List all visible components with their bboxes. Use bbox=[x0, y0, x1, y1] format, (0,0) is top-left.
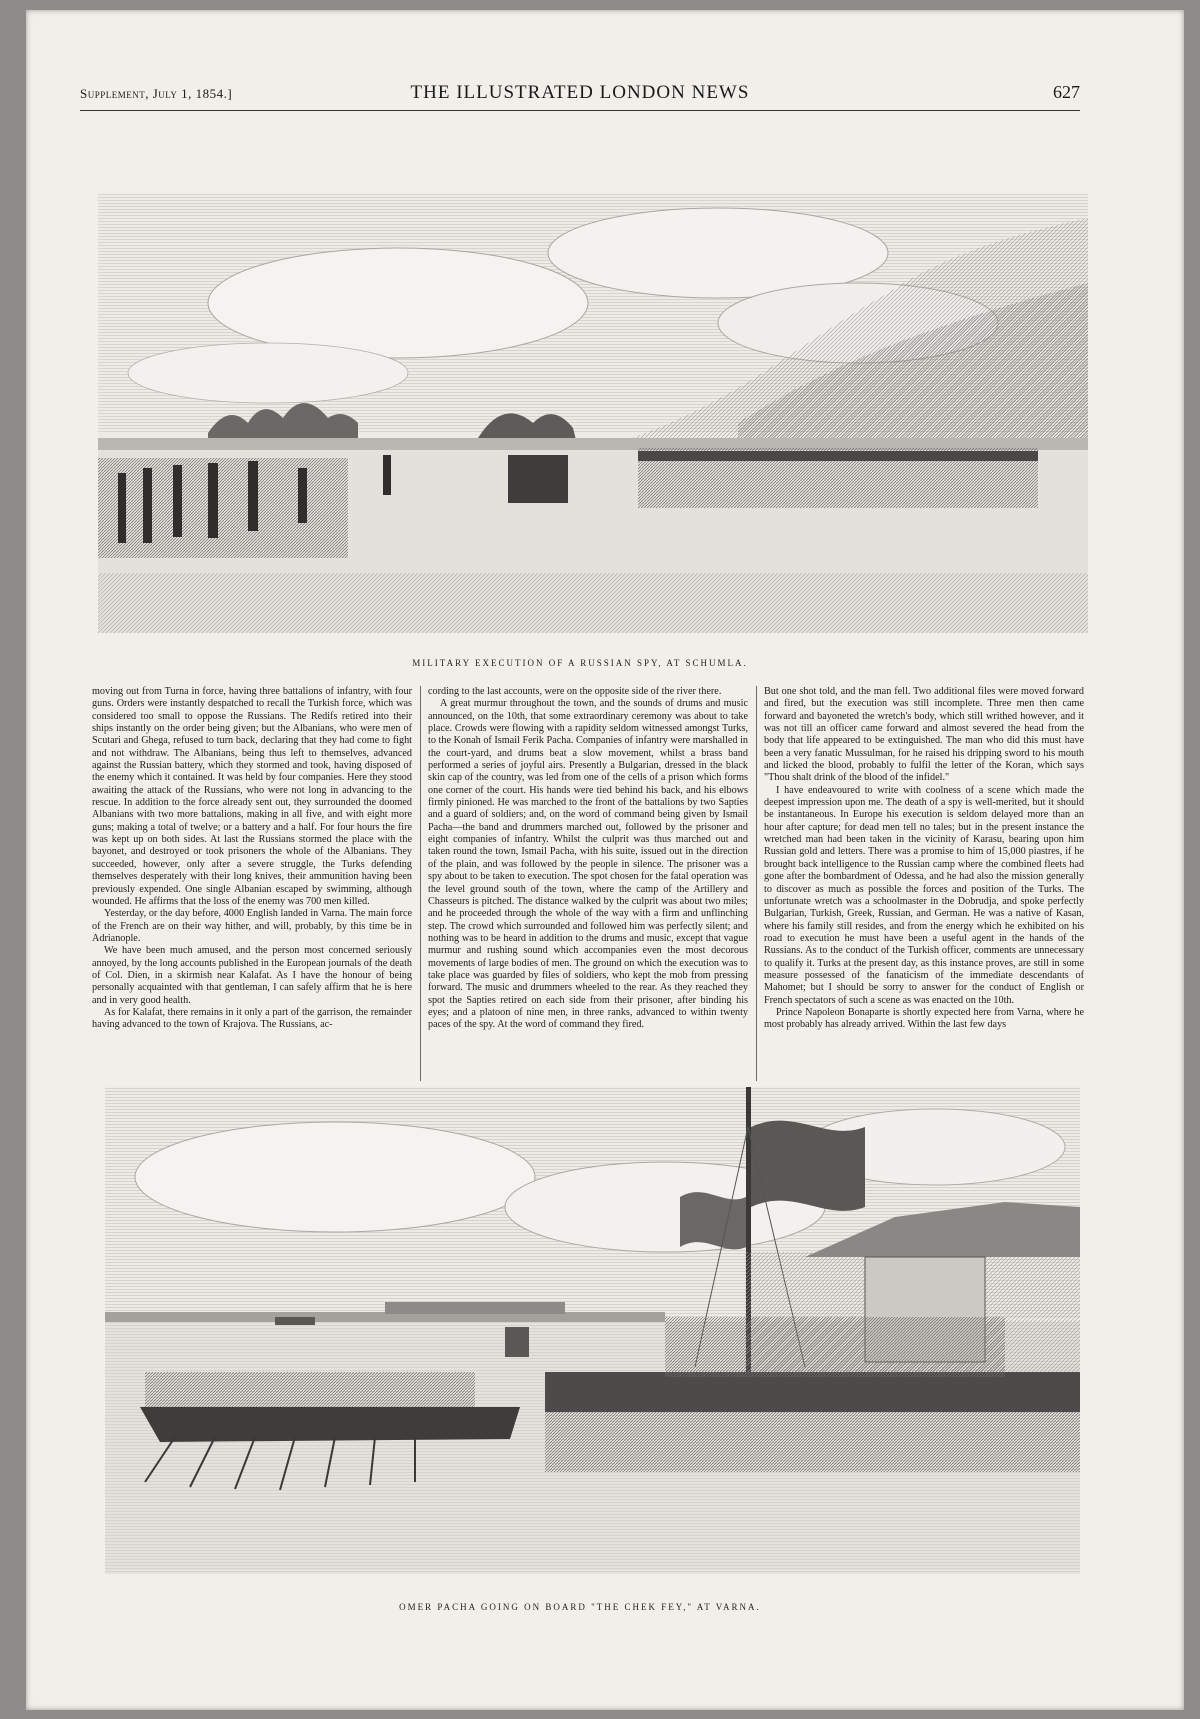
illustration-varna bbox=[105, 1087, 1080, 1574]
paragraph: Prince Napoleon Bonaparte is shortly expected here from Varna, where he most probably has already arrived. Within the last few days bbox=[764, 1006, 1084, 1031]
page-number: 627 bbox=[1053, 82, 1080, 102]
column-rule bbox=[420, 686, 421, 1081]
illustration-execution bbox=[98, 193, 1088, 633]
column-1 bbox=[92, 686, 412, 1081]
column-2 bbox=[428, 686, 748, 1081]
issue-date: Supplement, July 1, 1854.] bbox=[80, 86, 233, 101]
paragraph: But one shot told, and the man fell. Two additional files were moved forward and fired, but the execution was still incomplete. Three men then came forward and bayoneted the wretch's body, which still writhed however, and it was not till an officer came forward and almost severed the head from the body that life appeared to be extinguished. The man who did this must have been a very fanatic Mussulman, for he raised his dripping sword to his mouth and licked the blood, probably to fulfil the letter of the Koran, which says "Thou shalt drink of the blood of the infidel." bbox=[764, 686, 1084, 784]
caption-execution: MILITARY EXECUTION OF A RUSSIAN SPY, AT SCHUMLA. bbox=[412, 658, 748, 668]
paragraph: I have endeavoured to write with coolness of a scene which made the deepest impression upon me. The death of a spy is well-merited, but it should be instantaneous. In Europe his execution is seldom delayed more than an hour after capture; for dead men tell no tales; but in the present instance the wretched man had been taken in the vicinity of Karasu, bearing upon him Russian gold and letters. There was a promise to him of 15,000 piastres, if he brought back intelligence to the Russian camp where the combined fleets had gone after the bombardment of Odessa, and he had also the mission generally to discover as much as possible the forces and position of the Turks. The unfortunate wretch was a schoolmaster in the Dobrudja, and spoke perfectly Bulgarian, Turkish, Greek, Russian, and German. He was a native of Kasan, where his family still resides, and from the energy which he exhibited on his road to execution he must have been a useful agent in the hands of the Russians. As to the conduct of the Turkish officer, comments are unnecessary to qualify it. Turks at the present day, as this instance proves, are still in some measure possessed of the fanaticism of the immediate descendants of Mahomet; but I should be sorry to answer for the conduct of English or French spectators of such a scene as was enacted on the 10th. bbox=[764, 784, 1084, 1006]
paragraph: cording to the last accounts, were on the opposite side of the river there. bbox=[428, 686, 722, 697]
column-3 bbox=[764, 686, 1084, 1081]
article-columns bbox=[92, 686, 1087, 1081]
header-rule bbox=[80, 110, 1080, 111]
masthead-title: THE ILLUSTRATED LONDON NEWS bbox=[410, 82, 750, 103]
caption-varna: OMER PACHA GOING ON BOARD "THE CHEK FEY," AT VARNA. bbox=[399, 1602, 761, 1612]
paragraph: Yesterday, or the day before, 4000 English landed in Varna. The main force of the French are on their way hither, and will, probably, by this time be in Adrianople. bbox=[92, 908, 412, 944]
paragraph: moving out from Turna in force, having three battalions of infantry, with four guns. Orders were instantly despatched to recall the Turkish force, which was considered too small to oppose the Russians. The Redifs retired into their ships instantly on the order being given; but the Albanians, who were men of Scutari and Ghega, refused to turn back, declaring that they had come to fight and not withdraw. The Albanians, being thus left to themselves, advanced against the Russian battery, which they stormed and took, having disposed of the enemy which it contained. It was held by four companies. Here they stood awaiting the attack of the Russians, who were not long in advancing to the rescue. In addition to the force already sent out, they surrounded the doomed Albanians with two more battalions, making in all five, and with eight more guns; making a total of twelve; or a battery and a half. For four hours the fire was kept up on both sides. At last the Russians stormed the place with the bayonet, and destroyed or took prisoners the whole of the Albanians. They succeeded, however, only after a severe struggle, the Turks defending themselves desperately with their long knives, their ammunition having been previously expended. One single Albanian escaped by swimming, although wounded. He affirms that the loss of the enemy was 700 men killed. bbox=[92, 686, 412, 907]
paragraph: A great murmur throughout the town, and the sounds of drums and music announced, on the 10th, that some extraordinary ceremony was about to take place. Crowds were flowing with a rapidity seldom witnessed amongst Turks, to the Konah of Ismail Ferik Pacha. Companies of infantry were marshalled in the court-yard, and drums beat a slow movement, whilst a brass band performed a series of joyful airs. Presently a Bulgarian, dressed in the black skin cap of the country, was led from one of the cells of a prison which forms one corner of the court. His hands were tied behind his back, and his elbows firmly pinioned. He was marched to the front of the battalions by two Sapties and a guard of soldiers; and, on the word of command being given by Ismail Pacha—the band and drummers marched out, followed by the prisoner and eight companies of infantry. Whilst the culprit was thus marched out and taken round the town, Ismail Pacha, with his suite, issued out in the direction of the plain, and was followed by the people in silence. The prisoner was a spy about to be taken to execution. The spot chosen for the fatal operation was the level ground south of the town, where the camp of the Artillery and Chasseurs is pitched. The distance walked by the culprit was about two miles; and he proceeded through the whole of the way with a firm and unflinching step. The crowd which surrounded and followed him was perfectly silent; and nothing was to be heard in addition to the drums and music, except that vague murmur and rushing sound which accompanies even the most decorous movements of large bodies of men. The ground on which the execution was to take place was guarded by files of soldiers, who kept the mob from pressing forward. The music and drummers wheeled to the rear. As they reached they spot the Sapties retired on each side from their prisoner, after binding his eyes; and a platoon of nine men, in three ranks, advanced to within twenty paces of the spy. At the word of command they fired. bbox=[428, 698, 748, 1031]
varna-engraving bbox=[105, 1087, 1080, 1574]
page-header bbox=[80, 82, 1080, 108]
execution-engraving bbox=[98, 193, 1088, 633]
column-rule bbox=[756, 686, 757, 1081]
paragraph: As for Kalafat, there remains in it only a part of the garrison, the remainder having advanced to the town of Krajova. The Russians, ac- bbox=[92, 1006, 412, 1031]
paragraph: We have been much amused, and the person most concerned seriously annoyed, by the long accounts published in the European journals of the death of Col. Dien, in a skirmish near Kalafat. As I have the honour of being personally acquainted with that gentleman, I can safely affirm that he is here and in very good health. bbox=[92, 945, 412, 1006]
